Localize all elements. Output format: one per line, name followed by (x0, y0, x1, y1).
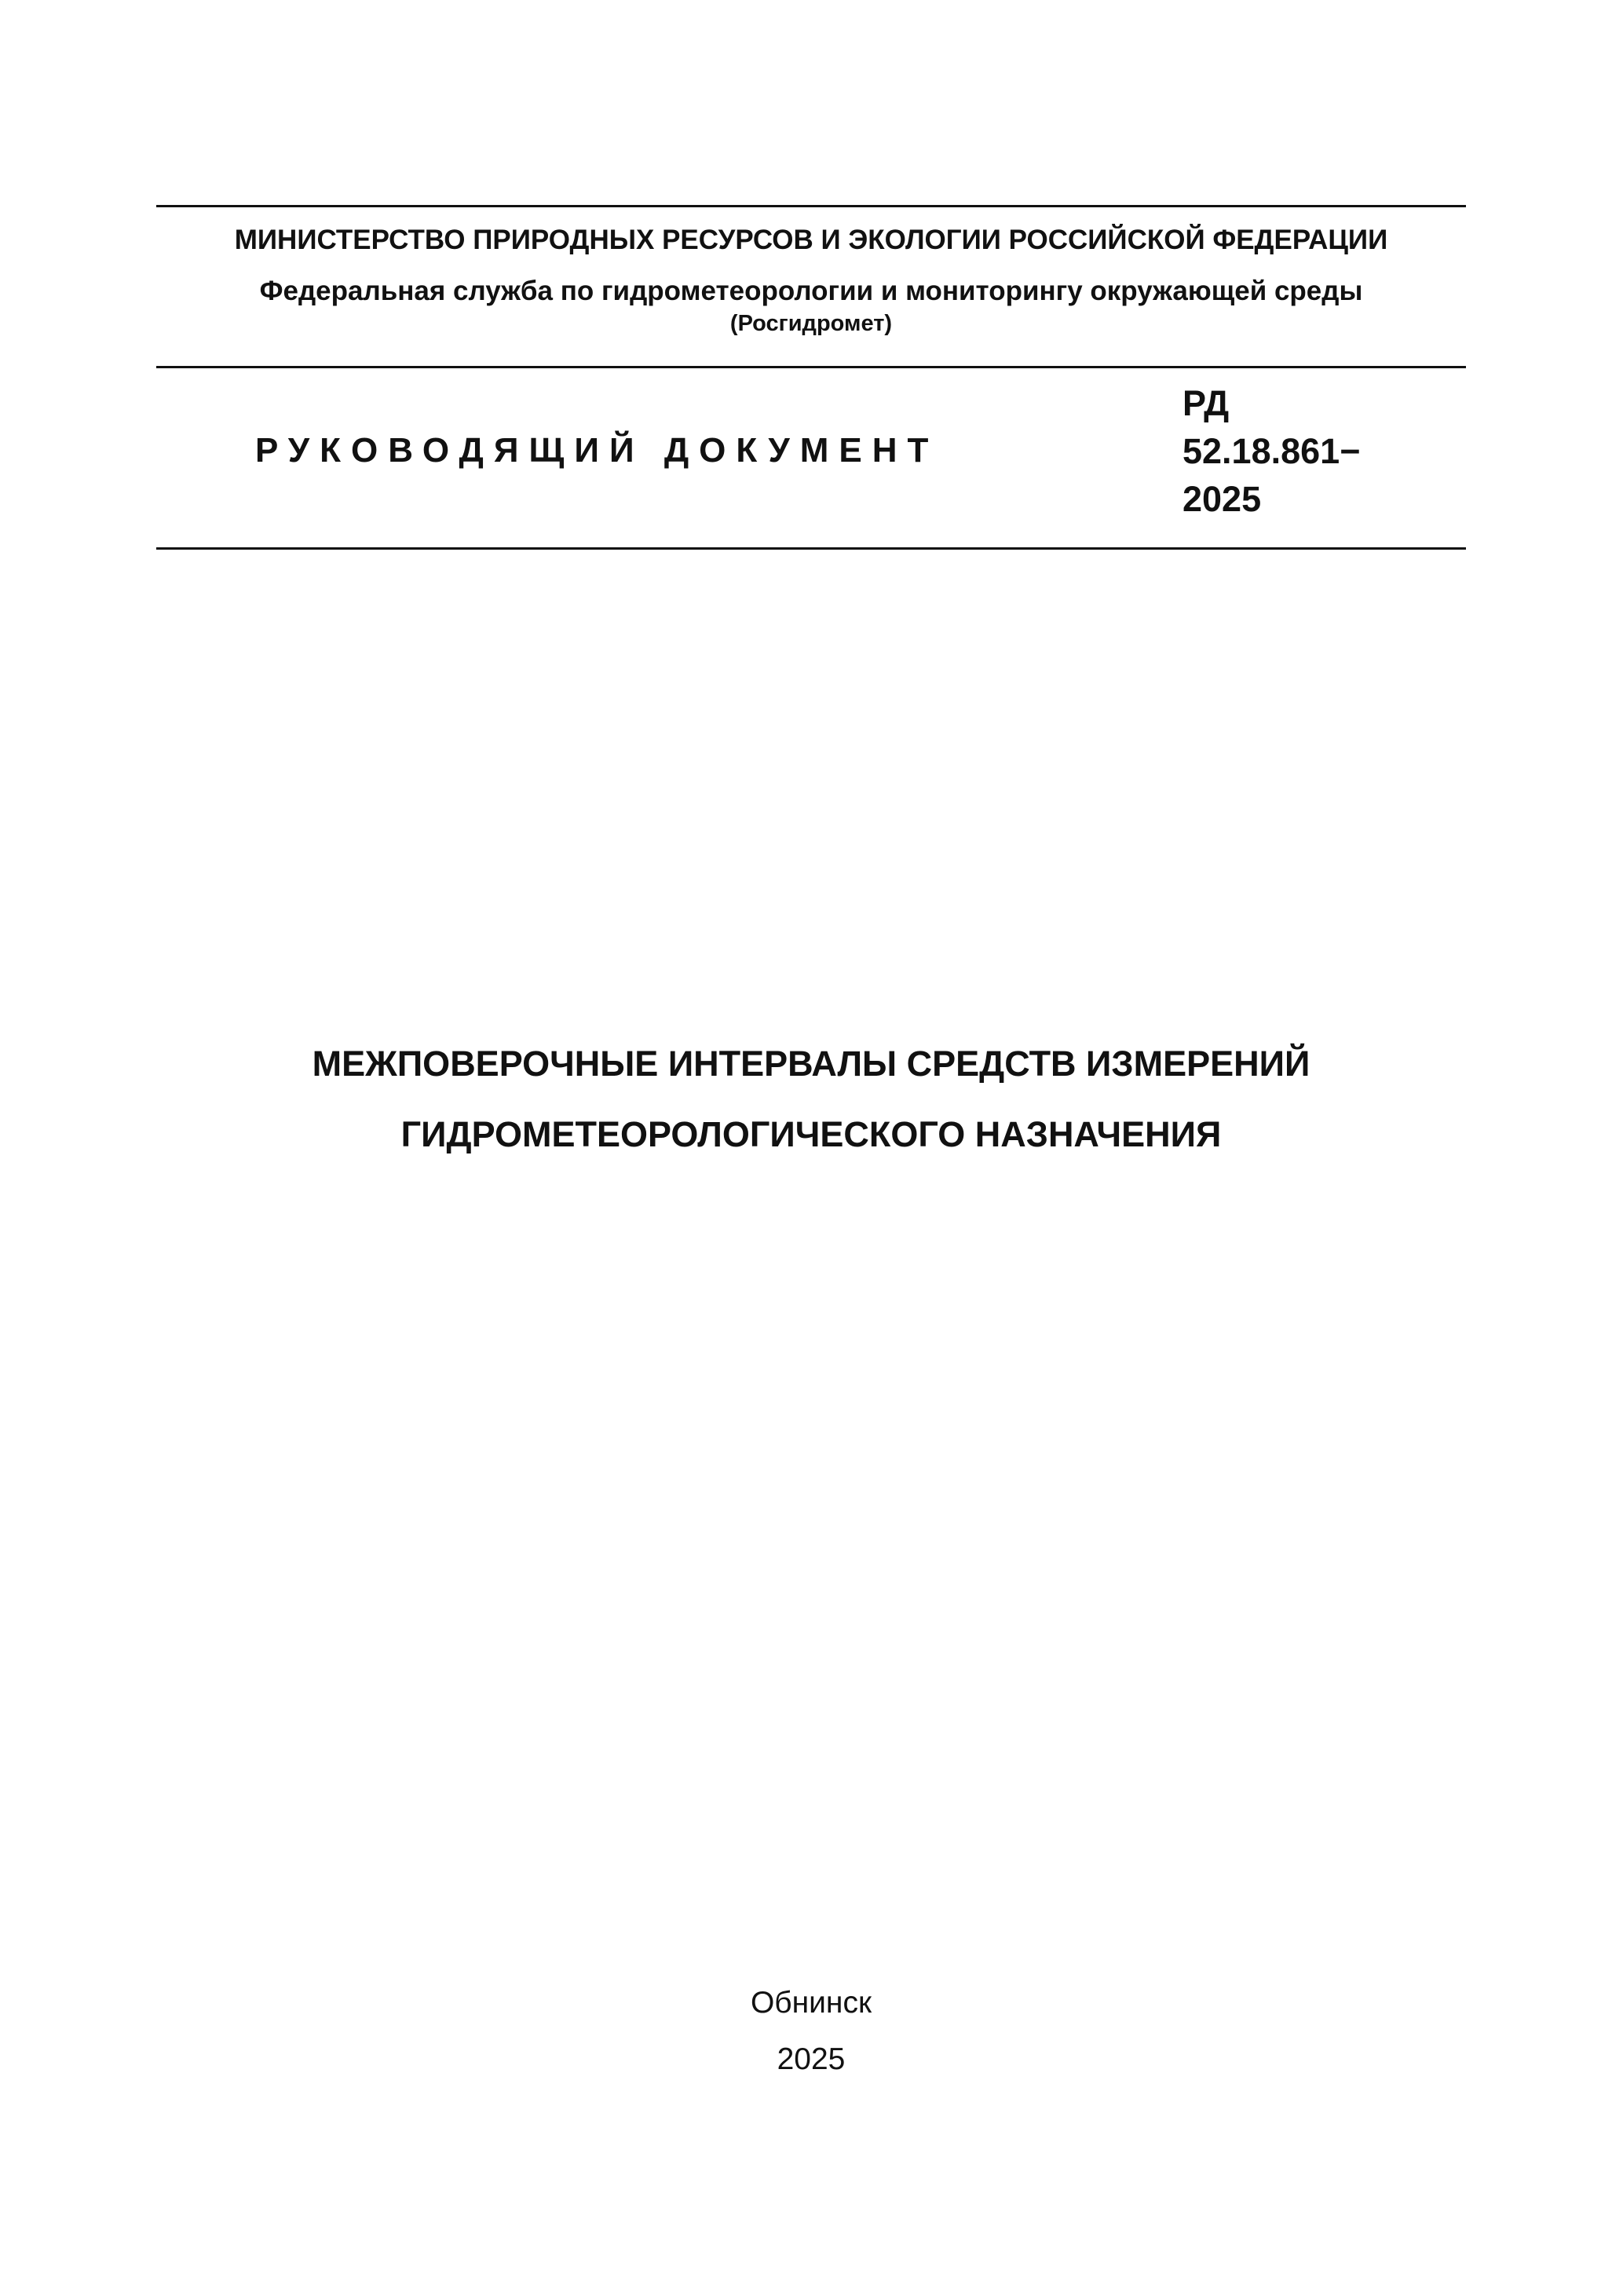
document-number-line: 2025 (1183, 479, 1262, 519)
document-number-line: РД (1183, 383, 1230, 423)
document-title-line: МЕЖПОВЕРОЧНЫЕ ИНТЕРВАЛЫ СРЕДСТВ ИЗМЕРЕНИЙ (312, 1044, 1310, 1084)
publication-year: 2025 (777, 2042, 846, 2076)
publication-city: Обнинск (750, 1986, 872, 2020)
service-abbreviation: (Росгидромет) (729, 311, 893, 336)
document-title (156, 1029, 1466, 1170)
document-number-line: 52.18.861− (1183, 431, 1361, 471)
header-divider (156, 366, 1466, 368)
document-id-divider (156, 547, 1466, 550)
top-divider (156, 205, 1466, 207)
service-name: Федеральная служба по гидрометеорологии и мониторингу окружающей среды (259, 276, 1363, 306)
ministry-name: МИНИСТЕРСТВО ПРИРОДНЫХ РЕСУРСОВ И ЭКОЛОГИИ РОССИЙСКОЙ ФЕДЕРАЦИИ (234, 225, 1388, 255)
document-title-line: ГИДРОМЕТЕОРОЛОГИЧЕСКОГО НАЗНАЧЕНИЯ (400, 1114, 1222, 1154)
document-number (1183, 379, 1418, 523)
document-type: РУКОВОДЯЩИЙ ДОКУМЕНТ (255, 431, 939, 470)
